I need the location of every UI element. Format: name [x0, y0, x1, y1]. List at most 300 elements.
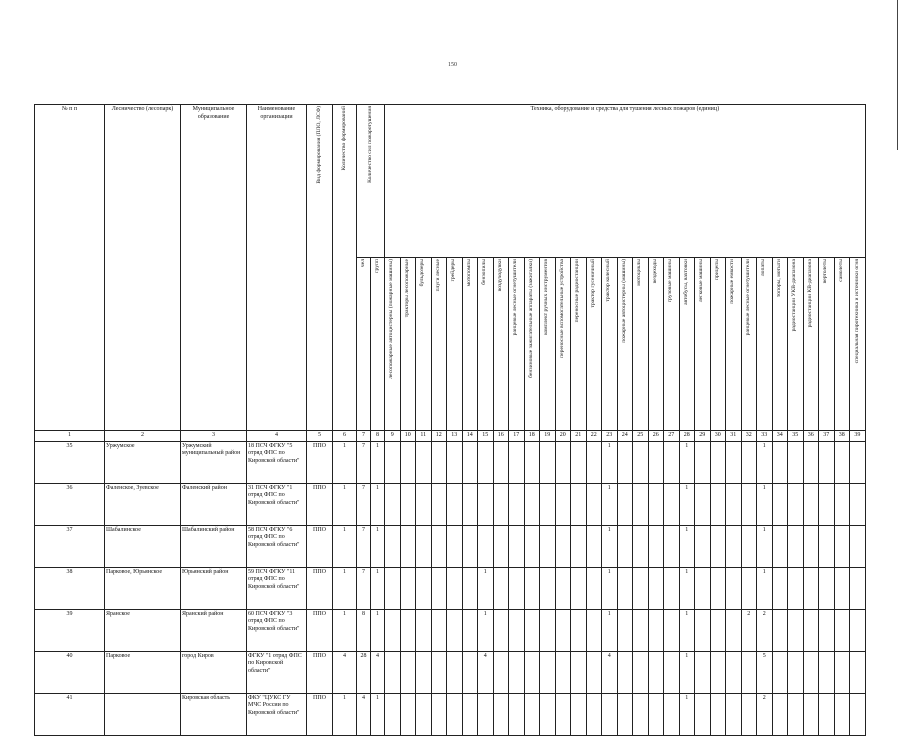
tech-cell: [555, 609, 571, 651]
tech-cell: [710, 693, 726, 735]
tech-cell: [416, 525, 432, 567]
tech-cell: [524, 567, 540, 609]
row-number: 38: [35, 567, 105, 609]
column-number: 18: [524, 431, 540, 442]
tech-cell: [664, 483, 680, 525]
header-groups: групп: [371, 258, 385, 431]
tech-cell: [617, 525, 633, 567]
forestry-cell: Шабалинское: [105, 525, 181, 567]
column-number: 13: [447, 431, 463, 442]
formation-count-cell: 1: [333, 441, 357, 483]
tech-cell: [819, 693, 835, 735]
header-tech-26: топоры, мотыги: [772, 258, 788, 431]
formation-type-cell: ППО: [307, 483, 333, 525]
tech-cell: [788, 609, 804, 651]
tech-cell: [695, 441, 711, 483]
municipality-cell: Шабалинский район: [181, 525, 247, 567]
tech-cell: [695, 651, 711, 693]
tech-cell: [648, 609, 664, 651]
column-number: 15: [478, 431, 494, 442]
formation-count-cell: 1: [333, 693, 357, 735]
tech-cell: [447, 693, 463, 735]
tech-cell: [586, 693, 602, 735]
tech-cell: 1: [679, 609, 695, 651]
table-row: [35, 441, 866, 483]
tech-cell: 1: [757, 483, 773, 525]
header-tech-18: вездеходы: [648, 258, 664, 431]
header-tech-19: грузовые машины: [664, 258, 680, 431]
column-number: 32: [741, 431, 757, 442]
header-formation-type: Вид формирования (ПЛО, ЛСФ): [307, 105, 333, 431]
tech-cell: [633, 483, 649, 525]
table-row: [35, 525, 866, 567]
tech-cell: [803, 567, 819, 609]
tech-cell: [803, 483, 819, 525]
header-tech-31: специальная пиротехника и источники огня: [850, 258, 866, 431]
row-number: 40: [35, 651, 105, 693]
tech-cell: 1: [757, 525, 773, 567]
tech-cell: [617, 441, 633, 483]
tech-cell: [400, 567, 416, 609]
tech-cell: [571, 567, 587, 609]
tech-cell: [586, 567, 602, 609]
tech-cell: [524, 483, 540, 525]
people-cell: 7: [357, 483, 371, 525]
tech-cell: [695, 693, 711, 735]
groups-cell: 1: [371, 483, 385, 525]
column-number: 25: [633, 431, 649, 442]
tech-cell: [695, 567, 711, 609]
forestry-cell: Яранское: [105, 609, 181, 651]
column-number: 7: [357, 431, 371, 442]
tech-cell: [664, 693, 680, 735]
tech-cell: [726, 693, 742, 735]
header-no: № п п: [35, 105, 105, 431]
tech-cell: [710, 483, 726, 525]
tech-cell: [726, 441, 742, 483]
tech-cell: [788, 693, 804, 735]
table-row: [35, 567, 866, 609]
tech-cell: [555, 693, 571, 735]
tech-cell: [710, 441, 726, 483]
tech-cell: [447, 567, 463, 609]
tech-cell: [834, 525, 850, 567]
tech-cell: [416, 693, 432, 735]
table-row: [35, 651, 866, 693]
header-tech-3: бульдозеры: [416, 258, 432, 431]
tech-cell: [834, 651, 850, 693]
forestry-cell: Уржумское: [105, 441, 181, 483]
fire-resources-table: [34, 104, 866, 736]
tech-cell: [524, 609, 540, 651]
tech-cell: 1: [602, 567, 618, 609]
column-number: 38: [834, 431, 850, 442]
tech-cell: 2: [757, 693, 773, 735]
column-number: 34: [772, 431, 788, 442]
organization-cell: ФКУ "ЦУКС ГУ МЧС России по Кировской области": [247, 693, 307, 735]
municipality-cell: Уржумский муниципальный район: [181, 441, 247, 483]
organization-cell: 58 ПСЧ ФГКУ "6 отряд ФПС по Кировской области": [247, 525, 307, 567]
tech-cell: 1: [679, 525, 695, 567]
tech-cell: [617, 609, 633, 651]
tech-cell: [540, 525, 556, 567]
tech-cell: [664, 609, 680, 651]
tech-cell: [633, 651, 649, 693]
groups-cell: 4: [371, 651, 385, 693]
column-number: 2: [105, 431, 181, 442]
tech-cell: [648, 483, 664, 525]
organization-cell: 18 ПСЧ ФГКУ "5 отряд ФПС по Кировской области": [247, 441, 307, 483]
tech-cell: [772, 483, 788, 525]
tech-cell: [617, 483, 633, 525]
tech-cell: [509, 693, 525, 735]
municipality-cell: город Киров: [181, 651, 247, 693]
tech-cell: [602, 693, 618, 735]
tech-cell: [803, 651, 819, 693]
tech-cell: [710, 609, 726, 651]
tech-cell: [850, 567, 866, 609]
tech-cell: [648, 693, 664, 735]
column-number: 35: [788, 431, 804, 442]
column-number: 39: [850, 431, 866, 442]
column-number: 10: [400, 431, 416, 442]
municipality-cell: Фаленский район: [181, 483, 247, 525]
tech-cell: [447, 441, 463, 483]
header-tech-4: плуги лесные: [431, 258, 447, 431]
column-number: 20: [555, 431, 571, 442]
tech-cell: [695, 609, 711, 651]
tech-cell: [571, 693, 587, 735]
tech-cell: [385, 441, 401, 483]
tech-cell: [633, 567, 649, 609]
tech-cell: [633, 693, 649, 735]
tech-cell: [493, 693, 509, 735]
tech-cell: [385, 483, 401, 525]
groups-cell: 1: [371, 567, 385, 609]
header-tech-30: самолеты: [834, 258, 850, 431]
tech-cell: [447, 651, 463, 693]
row-number: 36: [35, 483, 105, 525]
column-number: 14: [462, 431, 478, 442]
tech-cell: [741, 525, 757, 567]
tech-cell: [741, 441, 757, 483]
tech-cell: [571, 609, 587, 651]
tech-cell: [478, 525, 494, 567]
column-number: 26: [648, 431, 664, 442]
tech-cell: [741, 651, 757, 693]
tech-cell: [462, 567, 478, 609]
municipality-cell: Юрьянский район: [181, 567, 247, 609]
formation-type-cell: ППО: [307, 567, 333, 609]
header-tech-13: переносные радиостанции: [571, 258, 587, 431]
tech-cell: [617, 651, 633, 693]
tech-cell: [741, 693, 757, 735]
formation-type-cell: ППО: [307, 609, 333, 651]
forestry-cell: Парковое, Юрьянское: [105, 567, 181, 609]
tech-cell: [788, 483, 804, 525]
tech-cell: [741, 567, 757, 609]
tech-cell: [416, 609, 432, 651]
tech-cell: [493, 609, 509, 651]
formation-type-cell: ППО: [307, 525, 333, 567]
tech-cell: [664, 651, 680, 693]
tech-cell: [462, 525, 478, 567]
header-tech-2: тракторы лесопожарные: [400, 258, 416, 431]
tech-cell: [540, 567, 556, 609]
header-tech-20: автобусы, вахтовки: [679, 258, 695, 431]
tech-cell: 1: [478, 567, 494, 609]
tech-cell: [493, 567, 509, 609]
tech-cell: [509, 441, 525, 483]
tech-cell: [586, 651, 602, 693]
column-number: 3: [181, 431, 247, 442]
header-tech-15: трактор колесный: [602, 258, 618, 431]
column-number: 8: [371, 431, 385, 442]
header-tech-17: мотоциклы: [633, 258, 649, 431]
tech-cell: [493, 441, 509, 483]
tech-cell: 1: [679, 483, 695, 525]
tech-cell: 2: [741, 609, 757, 651]
header-formation-count: Количество формирований: [333, 105, 357, 431]
header-tech-7: бензопилы: [478, 258, 494, 431]
tech-cell: [834, 693, 850, 735]
tech-cell: 1: [679, 693, 695, 735]
tech-cell: [431, 609, 447, 651]
tech-cell: [540, 609, 556, 651]
tech-cell: [509, 483, 525, 525]
tech-cell: [710, 525, 726, 567]
tech-cell: 1: [478, 609, 494, 651]
tech-cell: [819, 651, 835, 693]
tech-cell: [385, 567, 401, 609]
tech-cell: 1: [679, 567, 695, 609]
tech-cell: [555, 483, 571, 525]
tech-cell: [772, 609, 788, 651]
tech-cell: [385, 609, 401, 651]
tech-cell: [695, 525, 711, 567]
column-number: 16: [493, 431, 509, 442]
formation-count-cell: 1: [333, 483, 357, 525]
header-forestry: Лесничество (лесопарк): [105, 105, 181, 431]
header-organization: Наименование организации: [247, 105, 307, 431]
tech-cell: [416, 483, 432, 525]
header-tech-11: комплект ручных инструментов: [540, 258, 556, 431]
column-number: 6: [333, 431, 357, 442]
tech-cell: [803, 441, 819, 483]
tech-cell: [478, 483, 494, 525]
organization-cell: 60 ПСЧ ФГКУ "3 отряд ФПС по Кировской области": [247, 609, 307, 651]
tech-cell: [571, 525, 587, 567]
organization-cell: 59 ПСЧ ФГКУ "11 отряд ФПС по Кировской области": [247, 567, 307, 609]
tech-cell: [571, 651, 587, 693]
header-tech-21: легковые машины: [695, 258, 711, 431]
tech-cell: 4: [602, 651, 618, 693]
tech-cell: [617, 693, 633, 735]
tech-cell: [819, 483, 835, 525]
tech-cell: [664, 567, 680, 609]
column-number-row: [35, 431, 866, 442]
column-number: 1: [35, 431, 105, 442]
tech-cell: [834, 567, 850, 609]
tech-cell: [850, 609, 866, 651]
tech-cell: [772, 567, 788, 609]
tech-cell: [447, 483, 463, 525]
row-number: 35: [35, 441, 105, 483]
tech-cell: [555, 441, 571, 483]
tech-cell: [555, 525, 571, 567]
row-number: 39: [35, 609, 105, 651]
table-row: [35, 483, 866, 525]
header-tech-1: лесопожарные автоцистерны (пожарные машины): [385, 258, 401, 431]
tech-cell: [509, 651, 525, 693]
tech-cell: [509, 609, 525, 651]
tech-cell: [462, 609, 478, 651]
tech-cell: [803, 609, 819, 651]
people-cell: 4: [357, 693, 371, 735]
tech-cell: [385, 693, 401, 735]
column-number: 12: [431, 431, 447, 442]
tech-cell: [819, 567, 835, 609]
tech-cell: [462, 693, 478, 735]
column-number: 36: [803, 431, 819, 442]
tech-cell: [431, 693, 447, 735]
column-number: 11: [416, 431, 432, 442]
column-number: 27: [664, 431, 680, 442]
municipality-cell: Яранский район: [181, 609, 247, 651]
tech-cell: [509, 525, 525, 567]
row-number: 37: [35, 525, 105, 567]
header-tech-24: ранцевые лесные огнетушители: [741, 258, 757, 431]
header-municipality: Муниципальное образование: [181, 105, 247, 431]
tech-cell: [710, 567, 726, 609]
tech-cell: [524, 693, 540, 735]
header-tech-6: мотопомпы: [462, 258, 478, 431]
tech-cell: [803, 693, 819, 735]
tech-cell: [400, 693, 416, 735]
tech-cell: [633, 609, 649, 651]
tech-cell: [772, 651, 788, 693]
page-number: 150: [448, 62, 457, 68]
tech-cell: [431, 651, 447, 693]
tech-cell: [803, 525, 819, 567]
tech-cell: 1: [602, 483, 618, 525]
people-cell: 7: [357, 525, 371, 567]
tech-cell: [400, 651, 416, 693]
tech-cell: 1: [602, 525, 618, 567]
header-tech-title: Техника, оборудование и средства для тушения лесных пожаров (единиц): [385, 105, 866, 258]
header-tech-14: трактор гусеничный: [586, 258, 602, 431]
tech-cell: [478, 693, 494, 735]
tech-cell: [431, 525, 447, 567]
tech-cell: [447, 525, 463, 567]
header-tech-16: пожарные автоцистерны (машины): [617, 258, 633, 431]
header-tech-27: радиостанции УКВ-диапазона: [788, 258, 804, 431]
column-number: 22: [586, 431, 602, 442]
formation-type-cell: ППО: [307, 441, 333, 483]
tech-cell: [524, 441, 540, 483]
tech-cell: [400, 483, 416, 525]
tech-cell: [850, 525, 866, 567]
tech-cell: [617, 567, 633, 609]
tech-cell: [447, 609, 463, 651]
groups-cell: 1: [371, 609, 385, 651]
tech-cell: 1: [602, 609, 618, 651]
header-tech-23: пожарные емкости: [726, 258, 742, 431]
tech-cell: [586, 609, 602, 651]
header-tech-22: прицепы: [710, 258, 726, 431]
tech-cell: [850, 651, 866, 693]
tech-cell: [431, 483, 447, 525]
tech-cell: [586, 441, 602, 483]
tech-cell: [431, 441, 447, 483]
people-cell: 8: [357, 609, 371, 651]
column-number: 33: [757, 431, 773, 442]
formation-type-cell: ППО: [307, 693, 333, 735]
tech-cell: [788, 441, 804, 483]
groups-cell: 1: [371, 693, 385, 735]
formation-count-cell: 1: [333, 525, 357, 567]
tech-cell: [586, 483, 602, 525]
tech-cell: [462, 441, 478, 483]
tech-cell: [772, 525, 788, 567]
tech-cell: [400, 441, 416, 483]
people-cell: 7: [357, 567, 371, 609]
header-people: чел: [357, 258, 371, 431]
column-number: 29: [695, 431, 711, 442]
groups-cell: 1: [371, 441, 385, 483]
column-number: 17: [509, 431, 525, 442]
tech-cell: [710, 651, 726, 693]
tech-cell: [726, 525, 742, 567]
tech-cell: 4: [478, 651, 494, 693]
tech-cell: [834, 441, 850, 483]
tech-cell: [726, 609, 742, 651]
tech-cell: [493, 651, 509, 693]
tech-cell: [772, 693, 788, 735]
tech-cell: [416, 567, 432, 609]
tech-cell: [509, 567, 525, 609]
header-tech-9: ранцевые лесные огнетушители: [509, 258, 525, 431]
tech-cell: 1: [757, 441, 773, 483]
municipality-cell: Кировская область: [181, 693, 247, 735]
forestry-cell: Парковое: [105, 651, 181, 693]
tech-cell: [540, 483, 556, 525]
tech-cell: [664, 525, 680, 567]
people-cell: 28: [357, 651, 371, 693]
tech-cell: 1: [757, 567, 773, 609]
tech-cell: [462, 483, 478, 525]
tech-cell: [850, 441, 866, 483]
tech-cell: 5: [757, 651, 773, 693]
tech-cell: [664, 441, 680, 483]
formation-type-cell: ППО: [307, 651, 333, 693]
tech-cell: [788, 567, 804, 609]
tech-cell: [416, 441, 432, 483]
tech-cell: [726, 651, 742, 693]
tech-cell: [772, 441, 788, 483]
tech-cell: [416, 651, 432, 693]
tech-cell: [385, 525, 401, 567]
tech-cell: [788, 651, 804, 693]
header-tech-29: вертолеты: [819, 258, 835, 431]
tech-cell: [555, 651, 571, 693]
tech-cell: [850, 483, 866, 525]
header-tech-8: воздуходувки: [493, 258, 509, 431]
tech-cell: [524, 525, 540, 567]
forestry-cell: Фаленское, Зуевское: [105, 483, 181, 525]
column-number: 23: [602, 431, 618, 442]
tech-cell: [571, 483, 587, 525]
